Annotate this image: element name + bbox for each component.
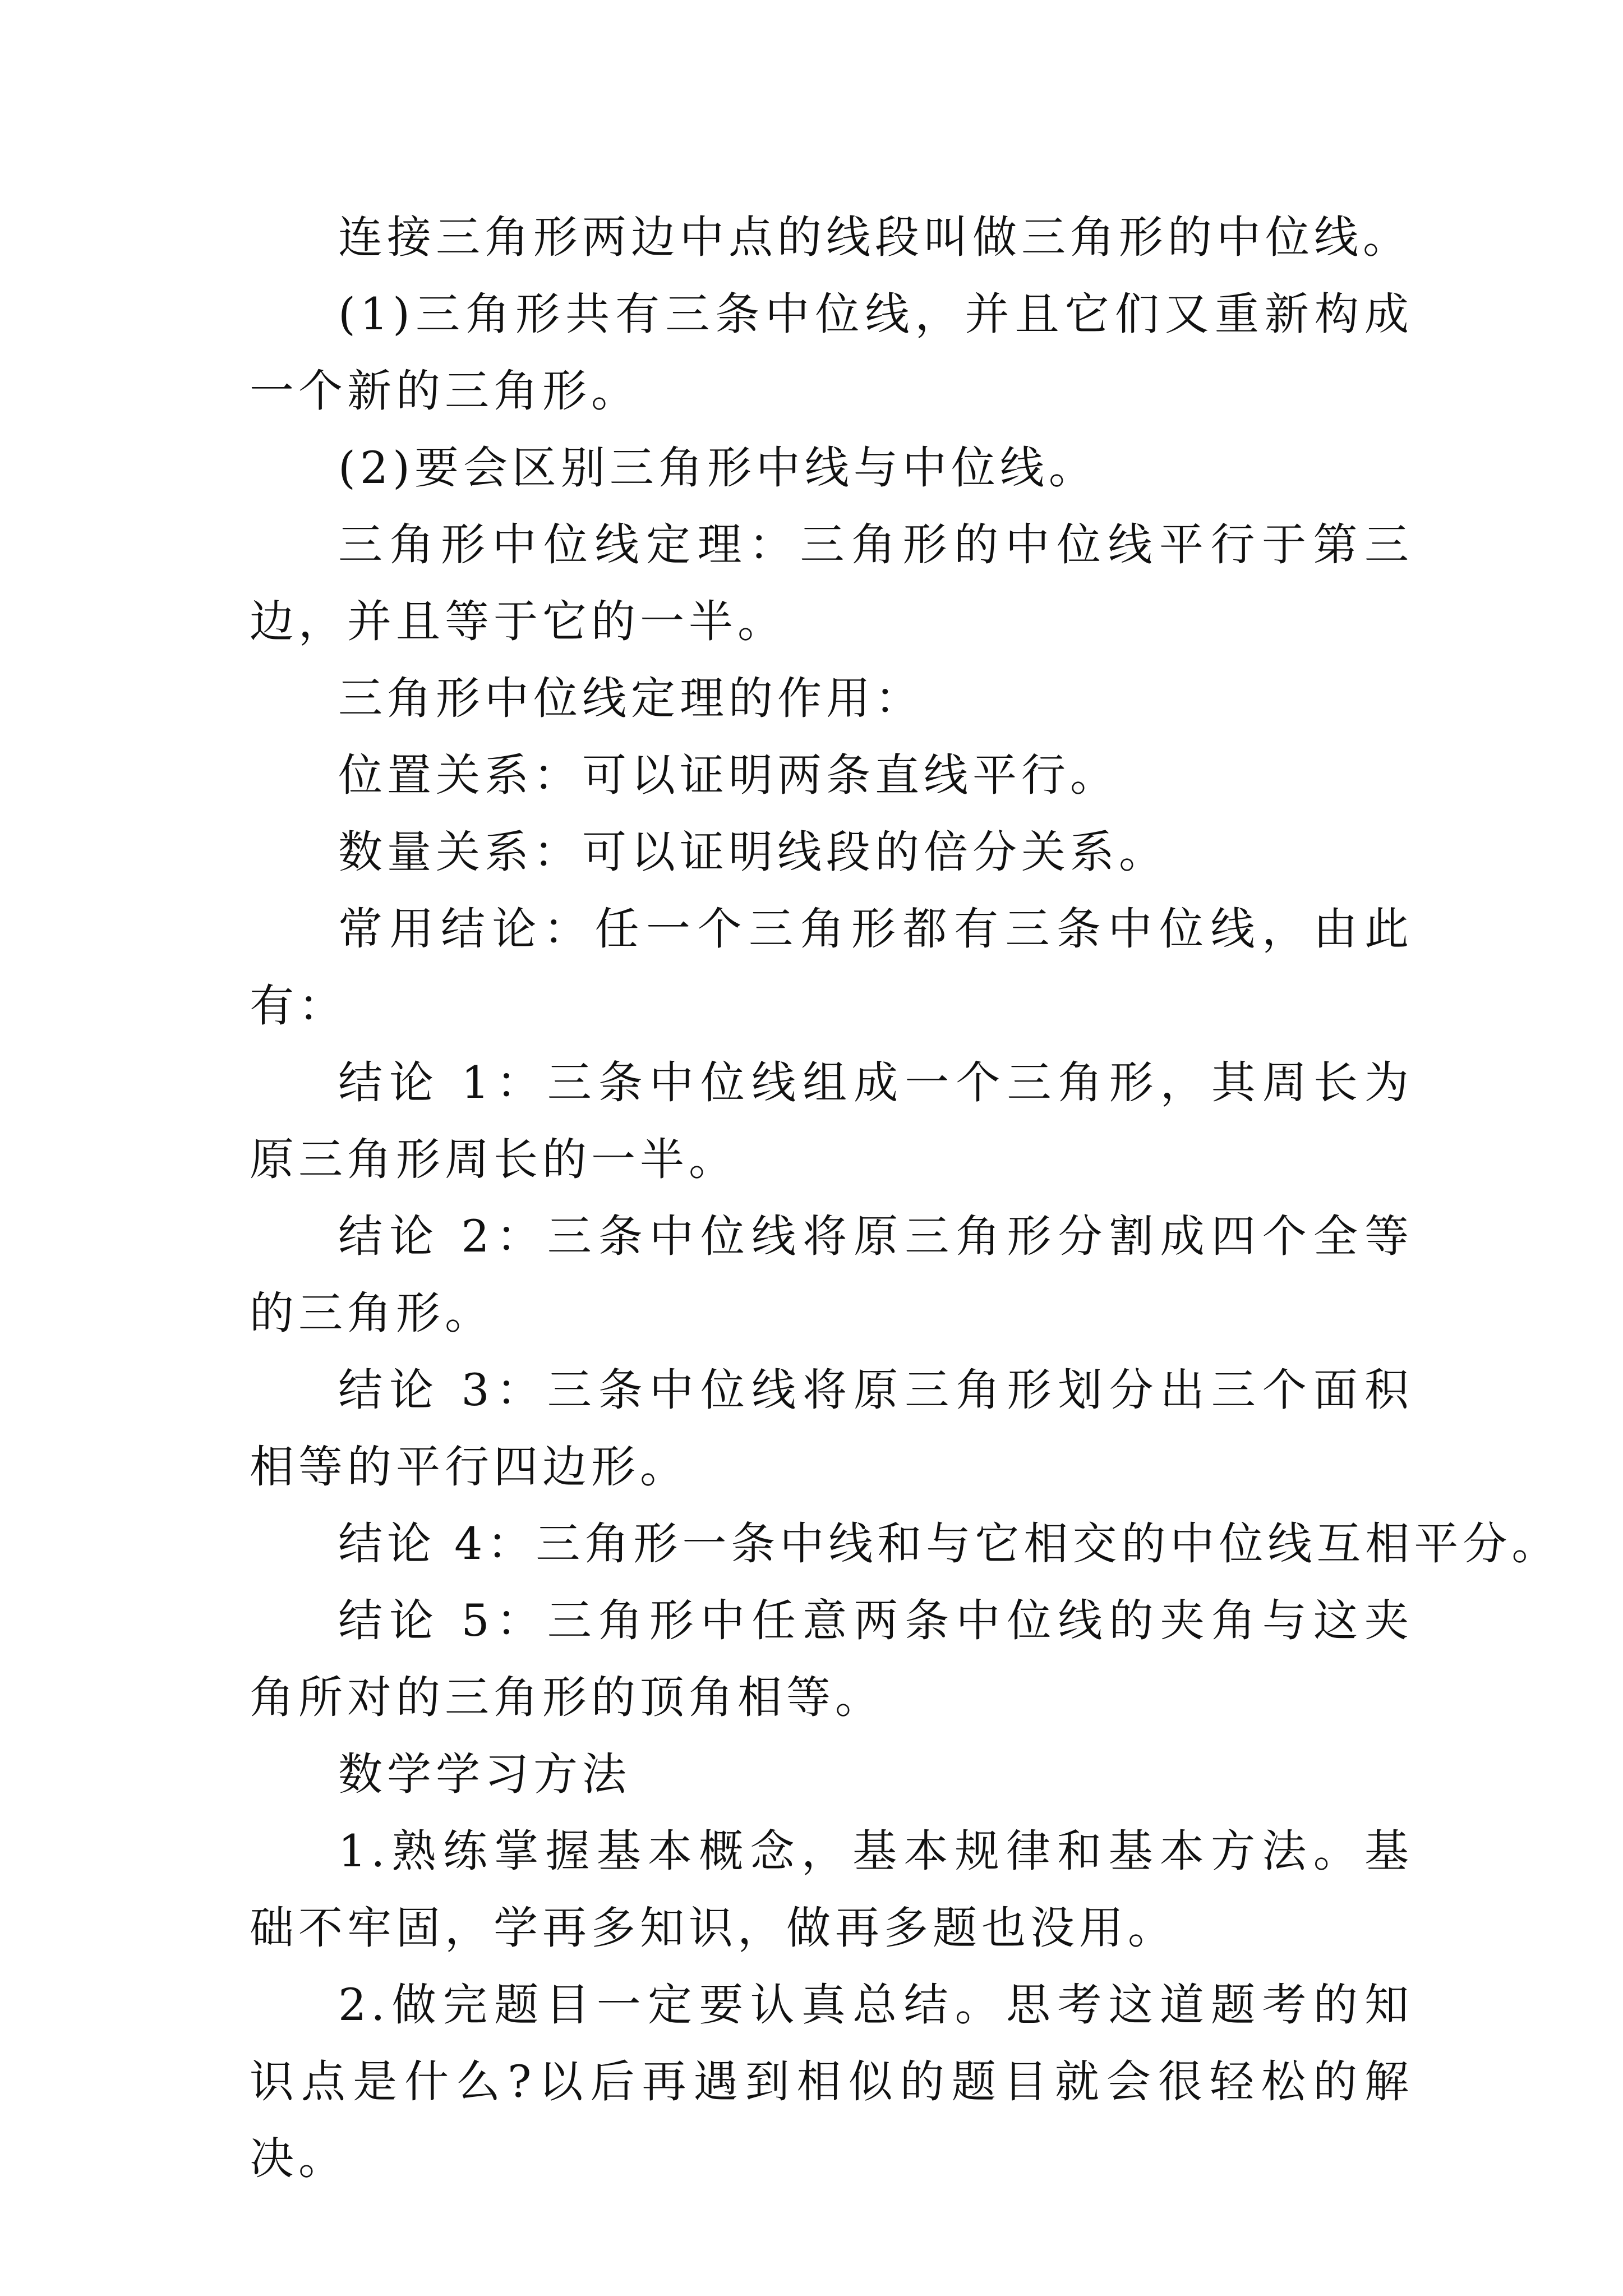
paragraph-conclusion-3: 结论 3：三条中位线将原三角形划分出三个面积相等的平行四边形。 (250, 1364, 1413, 1493)
paragraph-position-relation: 位置关系：可以证明两条直线平行。 (338, 749, 1119, 801)
paragraph-conclusion-1: 结论 1：三条中位线组成一个三角形，其周长为原三角形周长的一半。 (250, 1057, 1413, 1185)
paragraph-study-methods-heading: 数学学习方法 (338, 1749, 631, 1800)
paragraph-conclusion-5: 结论 5：三角形中任意两条中位线的夹角与这夹角所对的三角形的顶角相等。 (250, 1595, 1413, 1723)
paragraph-midline-definition: 连接三角形两边中点的线段叫做三角形的中位线。 (338, 211, 1412, 263)
paragraph-conclusion-4: 结论 4：三角形一条中线和与它相交的中位线互相平分。 (338, 1518, 1561, 1570)
paragraph-study-method-1: 1.熟练掌握基本概念，基本规律和基本方法。基础不牢固，学再多知识，做再多题也没用。 (250, 1825, 1413, 1954)
paragraph-quantity-relation: 数量关系：可以证明线段的倍分关系。 (338, 826, 1168, 878)
paragraph-note-1: (1)三角形共有三条中位线，并且它们又重新构成一个新的三角形。 (250, 288, 1413, 417)
paragraph-conclusion-2: 结论 2：三条中位线将原三角形分割成四个全等的三角形。 (250, 1211, 1413, 1339)
paragraph-study-method-2: 2.做完题目一定要认真总结。思考这道题考的知识点是什么?以后再遇到相似的题目就会很轻松的解决。 (250, 1979, 1413, 2184)
document-body (250, 199, 1561, 2197)
paragraph-midline-theorem: 三角形中位线定理：三角形的中位线平行于第三边，并且等于它的一半。 (250, 519, 1413, 647)
paragraph-common-conclusions: 常用结论：任一个三角形都有三条中位线，由此有： (250, 903, 1413, 1032)
paragraph-theorem-use-heading: 三角形中位线定理的作用： (338, 673, 924, 724)
paragraph-note-2: (2)要会区别三角形中线与中位线。 (338, 442, 1098, 494)
